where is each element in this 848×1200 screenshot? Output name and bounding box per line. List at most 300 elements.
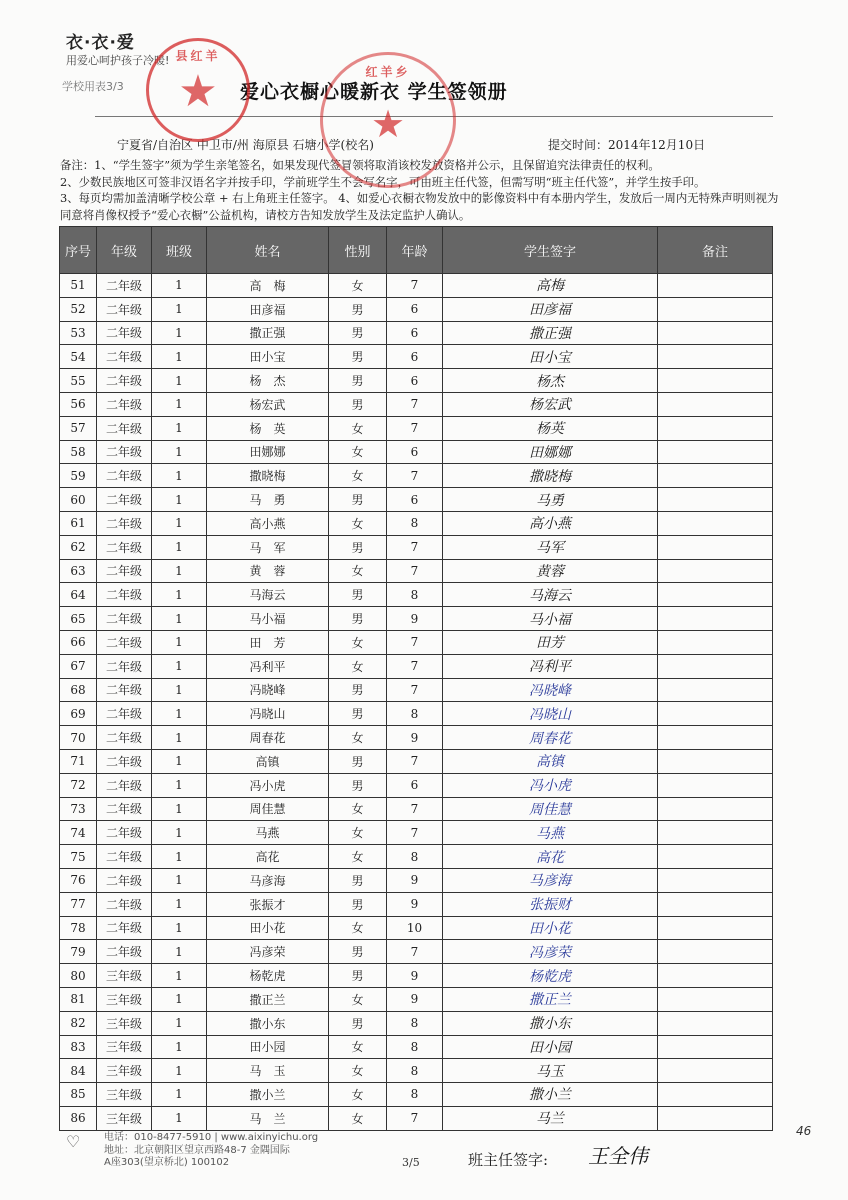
- class-number: 1: [152, 940, 207, 964]
- student-name: 冯晓峰: [207, 678, 329, 702]
- row-number: 64: [60, 583, 97, 607]
- grade: 三年级: [97, 1106, 152, 1130]
- student-signature: 撒正强: [443, 321, 658, 345]
- stamp-text: 红羊乡: [365, 64, 411, 79]
- age: 7: [387, 821, 443, 845]
- column-header: 备注: [658, 227, 773, 274]
- grade: 三年级: [97, 964, 152, 988]
- class-number: 1: [152, 297, 207, 321]
- class-number: 1: [152, 1106, 207, 1130]
- remarks: [658, 773, 773, 797]
- gender: 男: [329, 297, 387, 321]
- row-number: 80: [60, 964, 97, 988]
- row-number: 85: [60, 1083, 97, 1107]
- grade: 二年级: [97, 583, 152, 607]
- submit-time: 提交时间：2014年12月10日: [548, 138, 706, 152]
- table-row: [60, 773, 773, 797]
- row-number: 51: [60, 274, 97, 298]
- gender: 男: [329, 773, 387, 797]
- class-number: 1: [152, 1011, 207, 1035]
- age: 7: [387, 630, 443, 654]
- table-row: [60, 1106, 773, 1130]
- gender: 女: [329, 630, 387, 654]
- grade: 三年级: [97, 1011, 152, 1035]
- age: 10: [387, 916, 443, 940]
- student-name: 杨宏武: [207, 392, 329, 416]
- table-row: [60, 583, 773, 607]
- grade: 二年级: [97, 773, 152, 797]
- age: 8: [387, 583, 443, 607]
- gender: 女: [329, 1059, 387, 1083]
- row-number: 52: [60, 297, 97, 321]
- school-location: 宁夏省/自治区 中卫市/州 海原县 石塘小学(校名): [117, 138, 374, 152]
- student-name: 周佳慧: [207, 797, 329, 821]
- age: 7: [387, 654, 443, 678]
- class-number: 1: [152, 797, 207, 821]
- table-row: [60, 511, 773, 535]
- grade: 三年级: [97, 1035, 152, 1059]
- student-name: 冯利平: [207, 654, 329, 678]
- age: 6: [387, 297, 443, 321]
- grade: 二年级: [97, 916, 152, 940]
- table-row: [60, 321, 773, 345]
- heart-logo-icon: ♡: [66, 1132, 81, 1151]
- footer-address: 地址：北京朝阳区望京西路48-7 金隅国际: [104, 1144, 290, 1156]
- gender: 男: [329, 369, 387, 393]
- row-number: 60: [60, 488, 97, 512]
- header-rule: [95, 116, 773, 117]
- student-signature: 周春花: [443, 726, 658, 750]
- age: 8: [387, 845, 443, 869]
- gender: 男: [329, 345, 387, 369]
- grade: 二年级: [97, 630, 152, 654]
- row-number: 56: [60, 392, 97, 416]
- row-number: 72: [60, 773, 97, 797]
- table-row: [60, 821, 773, 845]
- class-number: 1: [152, 464, 207, 488]
- brand-logo: 衣·衣·爱: [66, 33, 135, 53]
- gender: 女: [329, 464, 387, 488]
- table-row: [60, 297, 773, 321]
- table-row: [60, 987, 773, 1011]
- class-number: 1: [152, 916, 207, 940]
- student-signature: 撒晓梅: [443, 464, 658, 488]
- student-signature: 马燕: [443, 821, 658, 845]
- remarks: [658, 797, 773, 821]
- grade: 二年级: [97, 440, 152, 464]
- age: 6: [387, 488, 443, 512]
- age: 7: [387, 940, 443, 964]
- student-signature: 杨乾虎: [443, 964, 658, 988]
- column-header: 年龄: [387, 227, 443, 274]
- row-number: 76: [60, 868, 97, 892]
- age: 6: [387, 369, 443, 393]
- student-signature: 马彦海: [443, 868, 658, 892]
- remarks: [658, 297, 773, 321]
- grade: 二年级: [97, 607, 152, 631]
- gender: 女: [329, 274, 387, 298]
- student-signature: 杨杰: [443, 369, 658, 393]
- age: 8: [387, 702, 443, 726]
- student-name: 田 芳: [207, 630, 329, 654]
- gender: 男: [329, 607, 387, 631]
- age: 8: [387, 1035, 443, 1059]
- remarks: [658, 1011, 773, 1035]
- age: 9: [387, 964, 443, 988]
- remarks: [658, 464, 773, 488]
- student-signature: 马玉: [443, 1059, 658, 1083]
- class-number: 1: [152, 583, 207, 607]
- student-signature: 田小宝: [443, 345, 658, 369]
- table-row: [60, 726, 773, 750]
- teacher-signature-label: 班主任签字:: [468, 1151, 549, 1169]
- student-signature: 马勇: [443, 488, 658, 512]
- student-signature: 马军: [443, 535, 658, 559]
- gender: 女: [329, 821, 387, 845]
- table-body: [60, 274, 773, 1131]
- table-row: [60, 607, 773, 631]
- column-header: 学生签字: [443, 227, 658, 274]
- age: 7: [387, 749, 443, 773]
- table-row: [60, 749, 773, 773]
- student-name: 杨乾虎: [207, 964, 329, 988]
- student-signature: 冯小虎: [443, 773, 658, 797]
- table-row: [60, 274, 773, 298]
- class-number: 1: [152, 821, 207, 845]
- remarks: [658, 416, 773, 440]
- gender: 女: [329, 726, 387, 750]
- footer-contact: [104, 1132, 318, 1170]
- table-header-row: [60, 227, 773, 274]
- grade: 二年级: [97, 749, 152, 773]
- gender: 女: [329, 987, 387, 1011]
- student-signature: 田小园: [443, 1035, 658, 1059]
- class-number: 1: [152, 630, 207, 654]
- student-name: 周春花: [207, 726, 329, 750]
- student-signature: 撒正兰: [443, 987, 658, 1011]
- page-number: 3/5: [402, 1156, 420, 1169]
- gender: 女: [329, 559, 387, 583]
- student-name: 田彦福: [207, 297, 329, 321]
- stamp-star-icon: ★: [370, 101, 406, 146]
- note-1: 备注：1、“学生签字”须为学生亲笔签名，如果发现代签冒领将取消该校发放资格并公示，且保留追究法律责任的权利。: [60, 158, 660, 172]
- gender: 女: [329, 440, 387, 464]
- grade: 三年级: [97, 987, 152, 1011]
- row-number: 86: [60, 1106, 97, 1130]
- class-number: 1: [152, 702, 207, 726]
- remarks: [658, 845, 773, 869]
- age: 9: [387, 892, 443, 916]
- gender: 女: [329, 511, 387, 535]
- age: 6: [387, 345, 443, 369]
- student-name: 田小宝: [207, 345, 329, 369]
- table-row: [60, 845, 773, 869]
- student-name: 马彦海: [207, 868, 329, 892]
- row-number: 78: [60, 916, 97, 940]
- table-row: [60, 940, 773, 964]
- column-header: 年级: [97, 227, 152, 274]
- row-number: 75: [60, 845, 97, 869]
- remarks: [658, 607, 773, 631]
- student-signature: 田芳: [443, 630, 658, 654]
- row-number: 63: [60, 559, 97, 583]
- student-name: 杨 英: [207, 416, 329, 440]
- student-signature: 高小燕: [443, 511, 658, 535]
- remarks: [658, 654, 773, 678]
- table-row: [60, 1035, 773, 1059]
- student-name: 田小花: [207, 916, 329, 940]
- class-number: 1: [152, 274, 207, 298]
- remarks: [658, 369, 773, 393]
- student-signature: 田娜娜: [443, 440, 658, 464]
- grade: 二年级: [97, 797, 152, 821]
- student-signature: 马小福: [443, 607, 658, 631]
- remarks: [658, 987, 773, 1011]
- student-name: 马 勇: [207, 488, 329, 512]
- gender: 男: [329, 892, 387, 916]
- remarks: [658, 345, 773, 369]
- age: 7: [387, 274, 443, 298]
- remarks: [658, 868, 773, 892]
- column-header: 姓名: [207, 227, 329, 274]
- class-number: 1: [152, 535, 207, 559]
- student-name: 冯小虎: [207, 773, 329, 797]
- class-number: 1: [152, 892, 207, 916]
- age: 7: [387, 1106, 443, 1130]
- table-row: [60, 892, 773, 916]
- remarks: [658, 892, 773, 916]
- student-signature: 高梅: [443, 274, 658, 298]
- class-number: 1: [152, 654, 207, 678]
- notes: [60, 157, 780, 223]
- student-name: 杨 杰: [207, 369, 329, 393]
- remarks: [658, 392, 773, 416]
- class-number: 1: [152, 1083, 207, 1107]
- row-number: 67: [60, 654, 97, 678]
- row-number: 59: [60, 464, 97, 488]
- student-name: 高花: [207, 845, 329, 869]
- row-number: 61: [60, 511, 97, 535]
- grade: 二年级: [97, 702, 152, 726]
- remarks: [658, 274, 773, 298]
- gender: 男: [329, 583, 387, 607]
- row-number: 84: [60, 1059, 97, 1083]
- table-row: [60, 416, 773, 440]
- remarks: [658, 583, 773, 607]
- student-signature: 撒小东: [443, 1011, 658, 1035]
- note-3: 3、每页均需加盖清晰学校公章 + 右上角班主任签字。 4、如爱心衣橱衣物发放中的影像资料中有本册内学生，发放后一周内无特殊声明则视为同意将肖像权授予“爱心衣橱”公益机构，请校方告知发放学生及法定监护人确认。: [60, 191, 779, 222]
- remarks: [658, 726, 773, 750]
- age: 7: [387, 678, 443, 702]
- student-signature: 冯晓峰: [443, 678, 658, 702]
- student-signature: 杨英: [443, 416, 658, 440]
- gender: 女: [329, 797, 387, 821]
- row-number: 74: [60, 821, 97, 845]
- student-roster-table: [59, 226, 773, 1131]
- row-number: 62: [60, 535, 97, 559]
- class-number: 1: [152, 440, 207, 464]
- table-row: [60, 797, 773, 821]
- brand-tagline: 用爱心呵护孩子冷暖!: [66, 54, 170, 67]
- remarks: [658, 321, 773, 345]
- teacher-signature: 王全伟: [588, 1144, 648, 1168]
- student-name: 高 梅: [207, 274, 329, 298]
- gender: 男: [329, 940, 387, 964]
- grade: 二年级: [97, 654, 152, 678]
- grade: 二年级: [97, 511, 152, 535]
- remarks: [658, 749, 773, 773]
- student-name: 撒晓梅: [207, 464, 329, 488]
- row-number: 73: [60, 797, 97, 821]
- row-number: 57: [60, 416, 97, 440]
- student-name: 田小园: [207, 1035, 329, 1059]
- grade: 二年级: [97, 345, 152, 369]
- grade: 三年级: [97, 1059, 152, 1083]
- table-row: [60, 916, 773, 940]
- age: 7: [387, 392, 443, 416]
- grade: 二年级: [97, 678, 152, 702]
- row-number: 54: [60, 345, 97, 369]
- class-number: 1: [152, 749, 207, 773]
- student-name: 撒小兰: [207, 1083, 329, 1107]
- row-number: 83: [60, 1035, 97, 1059]
- age: 7: [387, 535, 443, 559]
- row-number: 65: [60, 607, 97, 631]
- age: 6: [387, 321, 443, 345]
- age: 9: [387, 607, 443, 631]
- gender: 男: [329, 749, 387, 773]
- gender: 女: [329, 1035, 387, 1059]
- document-title: 爱心衣橱心暖新衣 学生签领册: [240, 81, 508, 103]
- remarks: [658, 535, 773, 559]
- gender: 男: [329, 678, 387, 702]
- column-header: 序号: [60, 227, 97, 274]
- remarks: [658, 511, 773, 535]
- table-row: [60, 345, 773, 369]
- table-row: [60, 1011, 773, 1035]
- remarks: [658, 630, 773, 654]
- class-number: 1: [152, 964, 207, 988]
- student-name: 撒正强: [207, 321, 329, 345]
- class-number: 1: [152, 559, 207, 583]
- student-name: 张振才: [207, 892, 329, 916]
- table-row: [60, 868, 773, 892]
- student-signature: 高镇: [443, 749, 658, 773]
- table-row: [60, 488, 773, 512]
- table-row: [60, 1083, 773, 1107]
- age: 8: [387, 511, 443, 535]
- footer-address: A座303(望京桥北) 100102: [104, 1157, 230, 1168]
- remarks: [658, 940, 773, 964]
- student-name: 高小燕: [207, 511, 329, 535]
- class-number: 1: [152, 1059, 207, 1083]
- gender: 男: [329, 392, 387, 416]
- gender: 女: [329, 1106, 387, 1130]
- gender: 男: [329, 321, 387, 345]
- class-number: 1: [152, 987, 207, 1011]
- student-signature: 田小花: [443, 916, 658, 940]
- grade: 二年级: [97, 321, 152, 345]
- remarks: [658, 964, 773, 988]
- grade: 二年级: [97, 892, 152, 916]
- student-signature: 马兰: [443, 1106, 658, 1130]
- class-number: 1: [152, 511, 207, 535]
- student-signature: 田彦福: [443, 297, 658, 321]
- grade: 二年级: [97, 821, 152, 845]
- student-name: 冯晓山: [207, 702, 329, 726]
- row-number: 81: [60, 987, 97, 1011]
- gender: 男: [329, 535, 387, 559]
- class-number: 1: [152, 369, 207, 393]
- student-signature: 冯晓山: [443, 702, 658, 726]
- remarks: [658, 559, 773, 583]
- row-number: 70: [60, 726, 97, 750]
- grade: 二年级: [97, 535, 152, 559]
- student-signature: 黄蓉: [443, 559, 658, 583]
- class-number: 1: [152, 392, 207, 416]
- class-number: 1: [152, 416, 207, 440]
- table-row: [60, 1059, 773, 1083]
- gender: 女: [329, 1083, 387, 1107]
- class-number: 1: [152, 678, 207, 702]
- age: 7: [387, 464, 443, 488]
- table-row: [60, 369, 773, 393]
- row-number: 55: [60, 369, 97, 393]
- age: 6: [387, 440, 443, 464]
- note-2: 2、少数民族地区可签非汉语名字并按手印，学前班学生不会写名字，可由班主任代签，但需写明“班主任代签”，并学生按手印。: [60, 174, 706, 189]
- class-number: 1: [152, 726, 207, 750]
- gender: 男: [329, 964, 387, 988]
- row-number: 53: [60, 321, 97, 345]
- student-name: 马海云: [207, 583, 329, 607]
- remarks: [658, 702, 773, 726]
- grade: 二年级: [97, 559, 152, 583]
- student-signature: 杨宏武: [443, 392, 658, 416]
- row-number: 68: [60, 678, 97, 702]
- gender: 男: [329, 868, 387, 892]
- grade: 三年级: [97, 1083, 152, 1107]
- grade: 二年级: [97, 416, 152, 440]
- student-name: 马燕: [207, 821, 329, 845]
- class-number: 1: [152, 321, 207, 345]
- class-number: 1: [152, 1035, 207, 1059]
- gender: 男: [329, 1011, 387, 1035]
- class-number: 1: [152, 607, 207, 631]
- row-number: 82: [60, 1011, 97, 1035]
- student-signature: 马海云: [443, 583, 658, 607]
- student-name: 冯彦荣: [207, 940, 329, 964]
- student-name: 撒小东: [207, 1011, 329, 1035]
- corner-handwritten-mark: 46: [796, 1124, 812, 1138]
- grade: 二年级: [97, 726, 152, 750]
- class-number: 1: [152, 845, 207, 869]
- grade: 二年级: [97, 868, 152, 892]
- age: 9: [387, 868, 443, 892]
- row-number: 79: [60, 940, 97, 964]
- age: 9: [387, 726, 443, 750]
- age: 7: [387, 797, 443, 821]
- class-number: 1: [152, 345, 207, 369]
- grade: 二年级: [97, 369, 152, 393]
- student-name: 撒正兰: [207, 987, 329, 1011]
- stamp-text: 县红羊: [175, 48, 221, 63]
- gender: 男: [329, 702, 387, 726]
- grade: 二年级: [97, 392, 152, 416]
- student-name: 黄 蓉: [207, 559, 329, 583]
- remarks: [658, 678, 773, 702]
- age: 8: [387, 1011, 443, 1035]
- stamp-star-icon: ★: [178, 66, 218, 118]
